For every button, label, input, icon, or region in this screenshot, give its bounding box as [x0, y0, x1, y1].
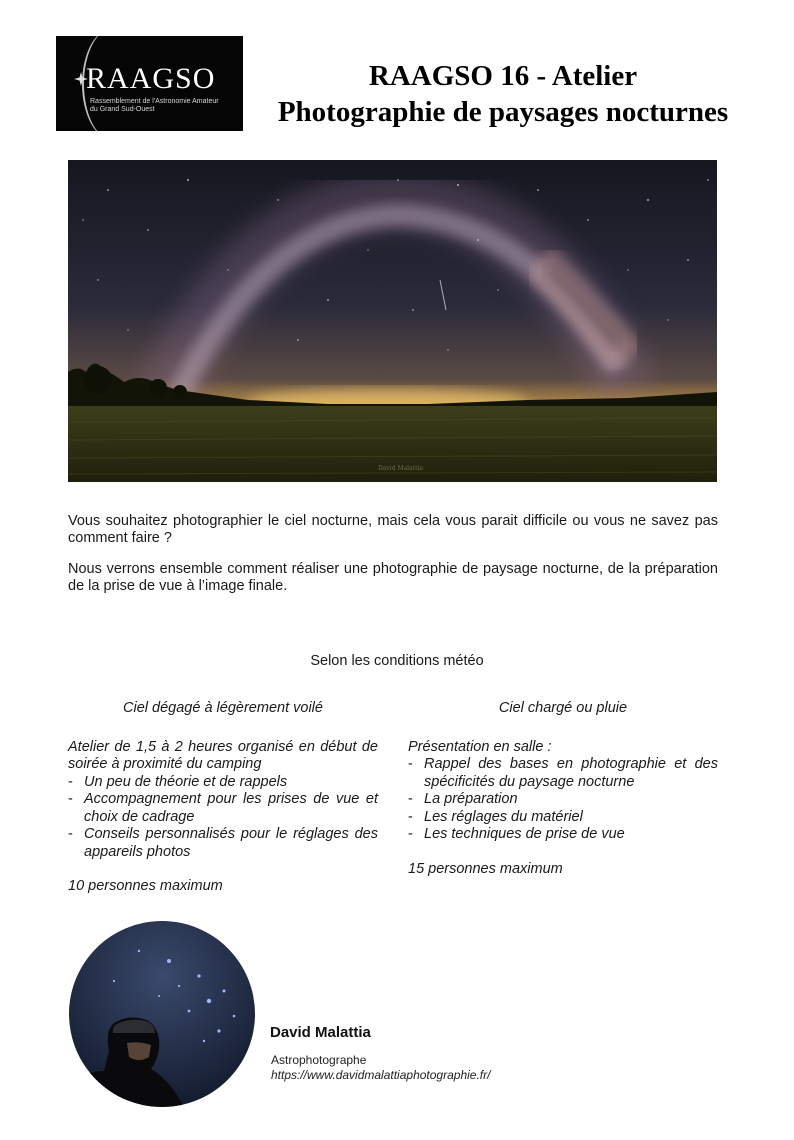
list-item: - Accompagnement pour les prises de vue et choix de cadrage [68, 791, 378, 826]
author-website-link[interactable]: https://www.davidmalattiaphotographie.fr/ [271, 1068, 491, 1082]
clear-sky-capacity: 10 personnes maximum [68, 878, 223, 894]
author-role: Astrophotographe [271, 1053, 367, 1067]
clear-sky-heading: Ciel dégagé à légèrement voilé [123, 700, 323, 716]
logo-word: RAAGSO [86, 62, 216, 95]
list-item: - Conseils personnalisés pour le réglages des appareils photos [68, 826, 378, 861]
title-line-1: RAAGSO 16 - Atelier [368, 60, 638, 92]
intro-paragraph-2: Nous verrons ensemble comment réaliser une photographie de paysage nocturne, de la préparation de la prise de vue à l’image finale. [68, 561, 718, 594]
title-line-2: Photographie de paysages nocturnes [277, 96, 729, 128]
list-item: - Les réglages du matériel [408, 809, 718, 827]
conditions-label: Selon les conditions météo [310, 653, 484, 669]
clear-sky-intro: Atelier de 1,5 à 2 heures organisé en début de soirée à proximité du camping [68, 738, 378, 772]
cloudy-sky-capacity: 15 personnes maximum [408, 860, 563, 877]
clear-sky-list [68, 774, 378, 862]
cloudy-sky-column [408, 700, 718, 878]
raagso-logo [56, 36, 243, 131]
list-item: - La préparation [408, 791, 718, 809]
list-item: - Les techniques de prise de vue [408, 826, 718, 844]
list-item: - Rappel des bases en photographie et des spécificités du paysage nocturne [408, 756, 718, 791]
list-item: - Un peu de théorie et de rappels [68, 774, 378, 792]
author-name: David Malattia [270, 1024, 371, 1041]
author-portrait [69, 921, 255, 1107]
logo-subtitle-line2: du Grand Sud-Ouest [90, 106, 155, 113]
milky-way-photo [68, 160, 717, 482]
cloudy-sky-heading: Ciel chargé ou pluie [498, 700, 628, 716]
cloudy-sky-list [408, 756, 718, 844]
cloudy-sky-intro: Présentation en salle : [408, 738, 552, 755]
photo-signature: David Malattia [378, 465, 423, 472]
clear-sky-column [68, 700, 378, 896]
logo-subtitle-line1: Rassemblement de l'Astronomie Amateur [90, 98, 219, 105]
portrait-illustration [69, 921, 255, 1107]
milky-way-illustration [68, 160, 717, 482]
page-title [250, 58, 756, 130]
intro-paragraph-1: Vous souhaitez photographier le ciel nocturne, mais cela vous parait difficile ou vous ne savez pas comment faire ? [68, 513, 718, 546]
